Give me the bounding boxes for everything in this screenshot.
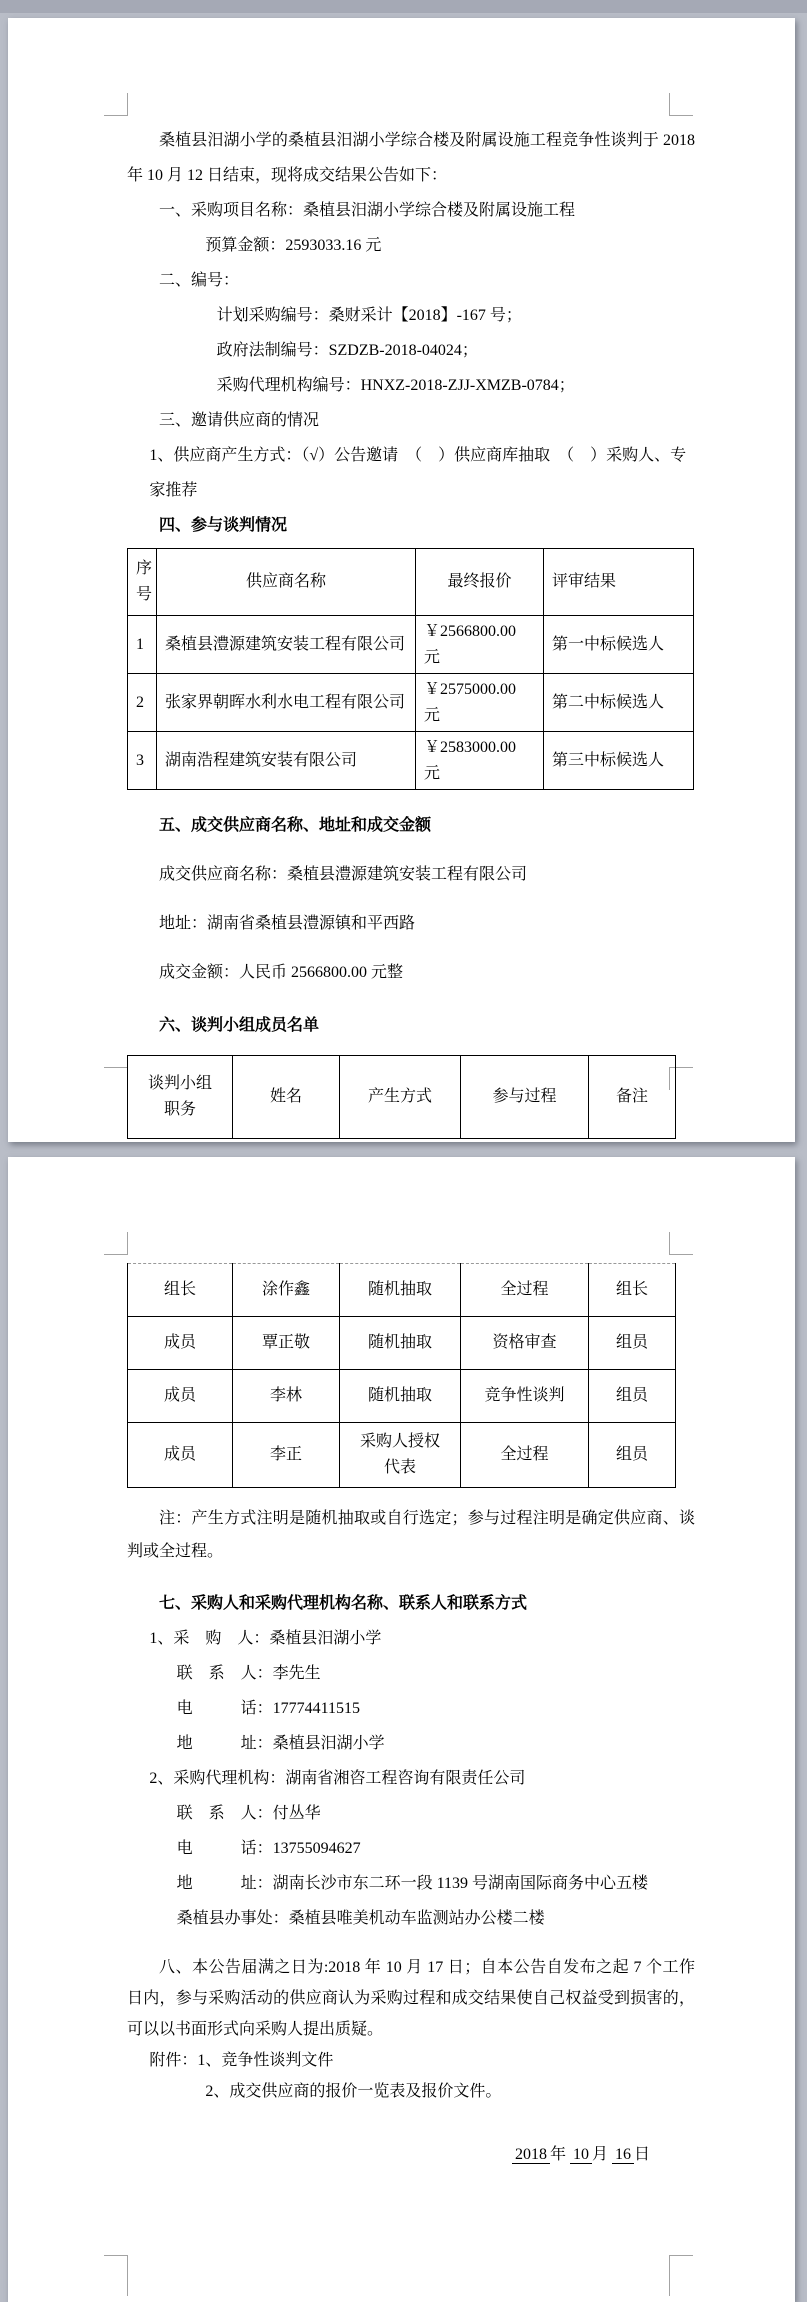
table-row bbox=[128, 1370, 676, 1423]
team-table-continued bbox=[127, 1263, 676, 1488]
section-8-paragraph: 八、本公告届满之日为:2018 年 10 月 17 日；自本公告自发布之起 7 个工作日内，参与采购活动的供应商认为采购过程和成交结果使自己权益受到损害的，可以以书面形式向采购人提出质疑。 bbox=[127, 1959, 695, 2038]
bid-seq: 1 bbox=[128, 616, 157, 674]
announcement-date bbox=[127, 2137, 695, 2172]
bid-header-price: 最终报价 bbox=[416, 549, 544, 616]
page-2-content bbox=[8, 1157, 795, 2172]
plan-number-line: 计划采购编号：桑财采计【2018】-167 号； bbox=[216, 307, 522, 324]
bid-price: ￥2575000.00 元 bbox=[416, 674, 544, 732]
section-2-title: 二、编号： bbox=[159, 272, 240, 289]
team-header-name: 姓名 bbox=[233, 1056, 340, 1139]
team-name: 李正 bbox=[233, 1423, 340, 1488]
bid-header-seq: 序 号 bbox=[128, 549, 157, 616]
date-day: 16 bbox=[612, 2146, 634, 2164]
team-process: 全过程 bbox=[461, 1264, 589, 1317]
team-remark: 组长 bbox=[589, 1264, 676, 1317]
supplier-method-line: 1、供应商产生方式：（√）公告邀请 （ ）供应商库抽取 （ ）采购人、专家推荐 bbox=[149, 447, 687, 499]
bid-seq: 2 bbox=[128, 674, 157, 732]
section-3-title: 三、邀请供应商的情况 bbox=[159, 412, 320, 429]
bid-price: ￥2583000.00 元 bbox=[416, 732, 544, 790]
team-method: 随机抽取 bbox=[340, 1264, 461, 1317]
agency-contact-line: 联 系 人：付丛华 bbox=[176, 1805, 321, 1822]
team-process: 竞争性谈判 bbox=[461, 1370, 589, 1423]
agency-branch-line: 桑植县办事处：桑植县唯美机动车监测站办公楼二楼 bbox=[176, 1910, 545, 1927]
bid-result: 第三中标候选人 bbox=[544, 732, 694, 790]
agency-number-line: 采购代理机构编号：HNXZ-2018-ZJJ-XMZB-0784； bbox=[216, 377, 575, 394]
date-year: 2018 bbox=[512, 2146, 550, 2164]
bid-header-supplier: 供应商名称 bbox=[157, 549, 416, 616]
bid-seq: 3 bbox=[128, 732, 157, 790]
table-row bbox=[128, 616, 694, 674]
table-row bbox=[128, 732, 694, 790]
date-year-label: 年 bbox=[549, 2146, 566, 2163]
team-role: 成员 bbox=[128, 1317, 233, 1370]
bid-result: 第一中标候选人 bbox=[544, 616, 694, 674]
team-name: 李林 bbox=[233, 1370, 340, 1423]
team-table-header bbox=[127, 1055, 676, 1139]
page-2 bbox=[8, 1157, 795, 2302]
date-month: 10 bbox=[570, 2146, 592, 2164]
team-method: 采购人授权 代表 bbox=[340, 1423, 461, 1488]
team-role: 成员 bbox=[128, 1423, 233, 1488]
team-role: 组长 bbox=[128, 1264, 233, 1317]
team-process: 资格审查 bbox=[461, 1317, 589, 1370]
section-7-title: 七、采购人和采购代理机构名称、联系人和联系方式 bbox=[159, 1595, 528, 1612]
purchaser-line: 1、采 购 人：桑植县汨湖小学 bbox=[149, 1630, 382, 1647]
team-header-remark: 备注 bbox=[589, 1056, 676, 1139]
bid-price: ￥2566800.00 元 bbox=[416, 616, 544, 674]
section-6-title: 六、谈判小组成员名单 bbox=[159, 1017, 320, 1034]
table-row bbox=[128, 1423, 676, 1488]
attachment-line-2: 2、成交供应商的报价一览表及报价文件。 bbox=[205, 2083, 502, 2100]
team-remark: 组员 bbox=[589, 1423, 676, 1488]
winner-amount-line: 成交金额：人民币 2566800.00 元整 bbox=[159, 964, 404, 981]
bid-result: 第二中标候选人 bbox=[544, 674, 694, 732]
team-remark: 组员 bbox=[589, 1370, 676, 1423]
agency-phone-line: 电 话：13755094627 bbox=[176, 1840, 361, 1857]
table-row bbox=[128, 674, 694, 732]
bid-table-header-row bbox=[128, 549, 694, 616]
section-4-title: 四、参与谈判情况 bbox=[159, 517, 288, 534]
purchaser-contact-line: 联 系 人：李先生 bbox=[176, 1665, 321, 1682]
section-5-title: 五、成交供应商名称、地址和成交金额 bbox=[159, 817, 432, 834]
team-process: 全过程 bbox=[461, 1423, 589, 1488]
team-remark: 组员 bbox=[589, 1317, 676, 1370]
agency-address-line: 地 址：湖南长沙市东二环一段 1139 号湖南国际商务中心五楼 bbox=[176, 1875, 649, 1892]
page-1 bbox=[8, 18, 795, 1142]
table-row bbox=[128, 1264, 676, 1317]
viewer-top-strip bbox=[0, 0, 807, 13]
note-paragraph: 注：产生方式注明是随机抽取或自行选定；参与过程注明是确定供应商、谈判或全过程。 bbox=[127, 1510, 695, 1560]
budget-line: 预算金额：2593033.16 元 bbox=[205, 237, 382, 254]
team-method: 随机抽取 bbox=[340, 1317, 461, 1370]
team-header-method: 产生方式 bbox=[340, 1056, 461, 1139]
margin-mark-bottom-right bbox=[669, 2255, 693, 2296]
team-method: 随机抽取 bbox=[340, 1370, 461, 1423]
agency-line: 2、采购代理机构：湖南省湘咨工程咨询有限责任公司 bbox=[149, 1770, 526, 1787]
team-table-header-row bbox=[128, 1056, 676, 1139]
bid-table bbox=[127, 548, 694, 790]
section-1-title: 一、采购项目名称：桑植县汨湖小学综合楼及附属设施工程 bbox=[159, 202, 576, 219]
table-row bbox=[128, 1317, 676, 1370]
bid-supplier: 湖南浩程建筑安装有限公司 bbox=[157, 732, 416, 790]
attachment-line-1: 附件：1、竞争性谈判文件 bbox=[149, 2052, 334, 2069]
bid-header-result: 评审结果 bbox=[544, 549, 694, 616]
page-1-content bbox=[8, 18, 795, 1139]
margin-mark-bottom-left bbox=[104, 2255, 128, 2296]
team-name: 覃正敬 bbox=[233, 1317, 340, 1370]
team-header-role: 谈判小组 职务 bbox=[128, 1056, 233, 1139]
date-month-label: 月 bbox=[591, 2146, 608, 2163]
bid-supplier: 桑植县澧源建筑安装工程有限公司 bbox=[157, 616, 416, 674]
team-name: 涂作鑫 bbox=[233, 1264, 340, 1317]
date-day-label: 日 bbox=[633, 2146, 650, 2163]
bid-supplier: 张家界朝晖水利水电工程有限公司 bbox=[157, 674, 416, 732]
team-role: 成员 bbox=[128, 1370, 233, 1423]
team-header-process: 参与过程 bbox=[461, 1056, 589, 1139]
gov-number-line: 政府法制编号：SZDZB-2018-04024； bbox=[216, 342, 478, 359]
intro-paragraph: 桑植县汨湖小学的桑植县汨湖小学综合楼及附属设施工程竞争性谈判于 2018 年 10 月 12 日结束，现将成交结果公告如下： bbox=[127, 132, 695, 184]
winner-address-line: 地址：湖南省桑植县澧源镇和平西路 bbox=[159, 915, 416, 932]
purchaser-phone-line: 电 话：17774411515 bbox=[176, 1700, 361, 1717]
winner-name-line: 成交供应商名称：桑植县澧源建筑安装工程有限公司 bbox=[159, 866, 528, 883]
purchaser-address-line: 地 址：桑植县汨湖小学 bbox=[176, 1735, 385, 1752]
